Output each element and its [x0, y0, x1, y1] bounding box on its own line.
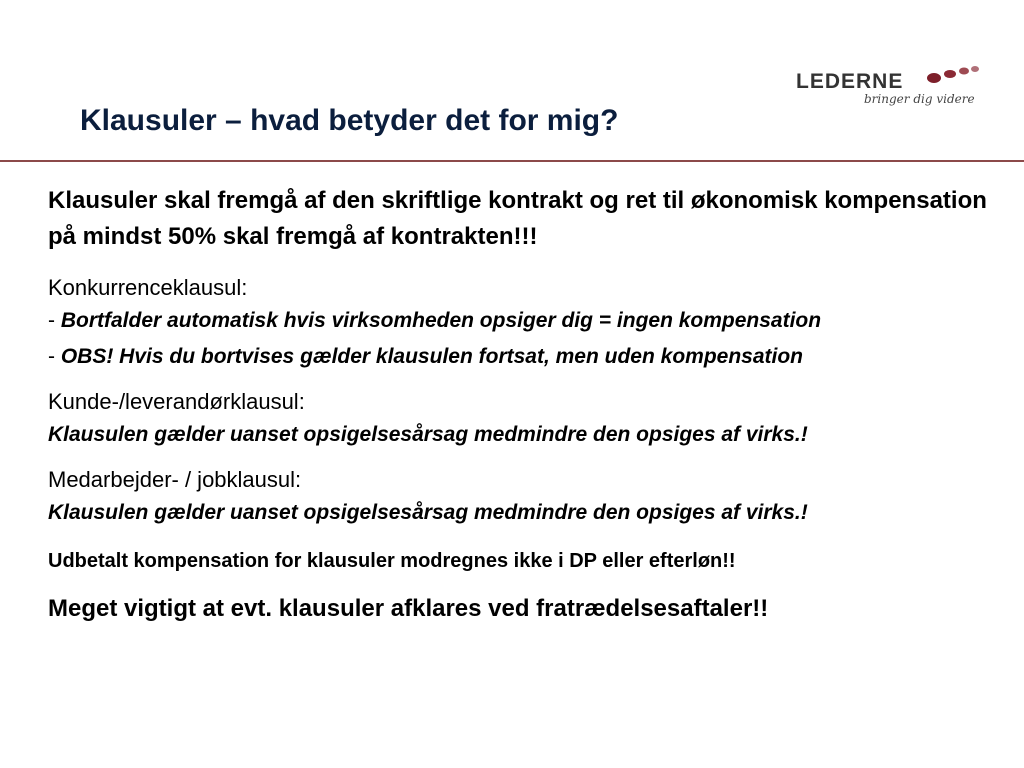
- section-heading-kunde: Kunde-/leverandørklausul:: [48, 389, 305, 414]
- logo-tagline: bringer dig videre: [864, 92, 975, 106]
- logo-wordmark: LEDERNE: [796, 70, 904, 93]
- bullet-text: Bortfalder automatisk hvis virksomheden opsiger dig = ingen kompensation: [60, 309, 822, 332]
- logo-dots-icon: [926, 64, 982, 84]
- compensation-note: Udbetalt kompensation for klausuler modregnes ikke i DP eller efterløn!!: [48, 550, 736, 572]
- slide-body: [48, 183, 1008, 627]
- intro-text: Klausuler skal fremgå af den skriftlige kontrakt og ret til økonomisk kompensation på mindst 50% skal fremgå af kontrakten!!!: [48, 187, 987, 250]
- section-heading-medarbejder: Medarbejder- / jobklausul:: [48, 467, 302, 492]
- section-text-medarbejder: Klausulen gælder uanset opsigelsesårsag medmindre den opsiges af virks.!: [48, 501, 808, 524]
- bullet-marker: -: [48, 345, 55, 368]
- section-text-kunde: Klausulen gælder uanset opsigelsesårsag medmindre den opsiges af virks.!: [48, 423, 808, 446]
- bullet-marker: -: [48, 309, 55, 332]
- conclusion-text: Meget vigtigt at evt. klausuler afklares ved fratrædelsesaftaler!!: [48, 595, 769, 622]
- section-heading-konkurrence: Konkurrenceklausul:: [48, 275, 248, 300]
- bullet-item: [48, 339, 1008, 375]
- title-divider: [0, 160, 1024, 162]
- bullet-text: OBS! Hvis du bortvises gælder klausulen fortsat, men uden kompensation: [60, 345, 803, 368]
- slide-title: Klausuler – hvad betyder det for mig?: [80, 104, 619, 137]
- bullet-item: [48, 303, 1008, 339]
- lederne-logo: [796, 62, 986, 110]
